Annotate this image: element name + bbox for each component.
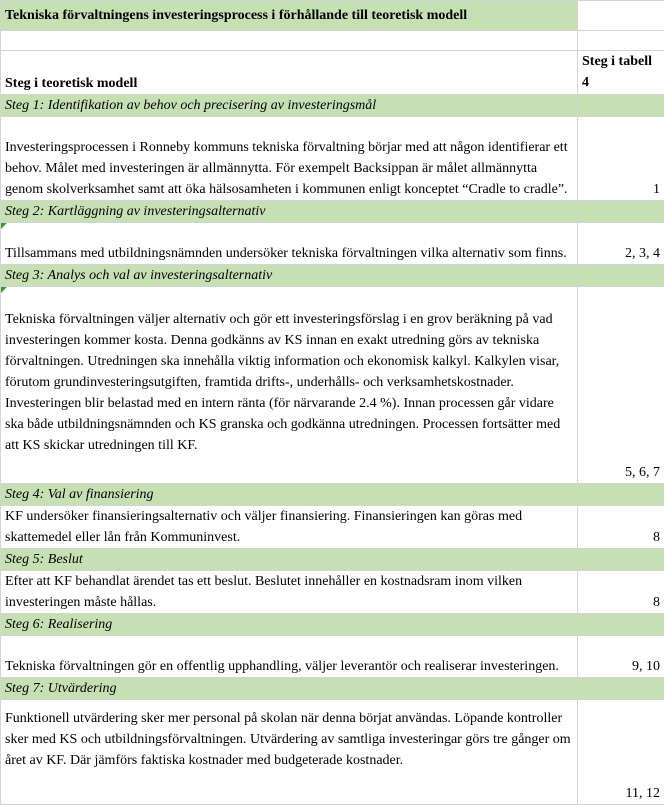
step-description: Tillsammans med utbildningsnämnden undersöker tekniska förvaltningen vilka alternativ som finns.: [5, 246, 567, 261]
step-table-ref[interactable]: 8: [578, 506, 664, 549]
step-heading[interactable]: Steg 5: Beslut: [1, 549, 578, 571]
step-heading-empty[interactable]: [578, 484, 664, 506]
column-header-table-step[interactable]: Steg i tabell 4: [578, 51, 664, 95]
step-description[interactable]: Investeringsprocessen i Ronneby kommuns tekniska förvaltning börjar med att någon identifierar ett behov. Målet med investeringen är allmännytta. För exempelt Backsippan är målet allmännytta genom skolverksamhet samt att öka hälsosamheten i kommunen enligt konceptet “Cradle to cradle”.: [1, 117, 578, 201]
step-heading-empty[interactable]: [578, 201, 664, 223]
step-heading[interactable]: Steg 7: Utvärdering: [1, 678, 578, 700]
step-heading-empty[interactable]: [578, 549, 664, 571]
step-description[interactable]: Tekniska förvaltningen gör en offentlig upphandling, väljer leverantör och realiserar investeringen.: [1, 636, 578, 678]
step-heading[interactable]: Steg 3: Analys och val av investeringsalternativ: [1, 265, 578, 287]
step-description[interactable]: Funktionell utvärdering sker mer personal på skolan när denna börjat användas. Löpande kontroller sker med KS och utbildningsförvaltningen. Utvärdering av samtliga investeringar görs tre gånger om året av KF. Där jämförs faktiska kostnader med budgeterade kostnader.: [1, 700, 578, 805]
step-description-cell[interactable]: [1, 287, 578, 484]
step-table-ref[interactable]: 9, 10: [578, 636, 664, 678]
step-table-ref[interactable]: 1: [578, 117, 664, 201]
comment-indicator-icon[interactable]: [1, 287, 7, 293]
step-description: Tekniska förvaltningen väljer alternativ och gör ett investeringsförslag i en grov beräkning på vad investeringen kommer kosta. Denna godkänns av KS innan en exakt utredning görs av tekniska förvaltningen. Utredningen ska innehålla viktig information och ekonomisk kalkyl. Kalkylen visar, förutom grundinvesteringsutgiften, framtida drifts-, underhålls- och verksamhetskostnader. Investeringen blir belastad med en intern ränta (för närvarande 2.4 %). Innan processen går vidare ska både utbildningsnämnden och KS granska och godkänna utredningen. Processen fortsätter med att KS skickar utredningen till KF.: [5, 312, 560, 453]
empty-cell[interactable]: [578, 31, 664, 51]
step-description-cell[interactable]: [1, 223, 578, 265]
step-heading-empty[interactable]: [578, 265, 664, 287]
table-title[interactable]: Tekniska förvaltningens investeringsprocess i förhållande till teoretisk modell: [1, 1, 578, 31]
step-heading[interactable]: Steg 4: Val av finansiering: [1, 484, 578, 506]
step-heading-empty[interactable]: [578, 614, 664, 636]
step-heading[interactable]: Steg 6: Realisering: [1, 614, 578, 636]
empty-cell[interactable]: [1, 31, 578, 51]
step-heading[interactable]: Steg 2: Kartläggning av investeringsalternativ: [1, 201, 578, 223]
step-table-ref[interactable]: 5, 6, 7: [578, 287, 664, 484]
step-description[interactable]: KF undersöker finansieringsalternativ och väljer finansiering. Finansieringen kan göras med skattemedel eller lån från Kommuninvest.: [1, 506, 578, 549]
step-heading[interactable]: Steg 1: Identifikation av behov och precisering av investeringsmål: [1, 95, 578, 117]
step-table-ref[interactable]: 8: [578, 571, 664, 614]
step-heading-empty[interactable]: [578, 95, 664, 117]
step-heading-empty[interactable]: [578, 678, 664, 700]
step-table-ref[interactable]: 11, 12: [578, 700, 664, 805]
comment-indicator-icon[interactable]: [1, 223, 7, 229]
empty-cell[interactable]: [578, 1, 664, 31]
step-table-ref[interactable]: 2, 3, 4: [578, 223, 664, 265]
column-header-model-step[interactable]: Steg i teoretisk modell: [1, 51, 578, 95]
step-description[interactable]: Efter att KF behandlat ärendet tas ett beslut. Beslutet innehåller en kostnadsram inom vilken investeringen måste hållas.: [1, 571, 578, 614]
